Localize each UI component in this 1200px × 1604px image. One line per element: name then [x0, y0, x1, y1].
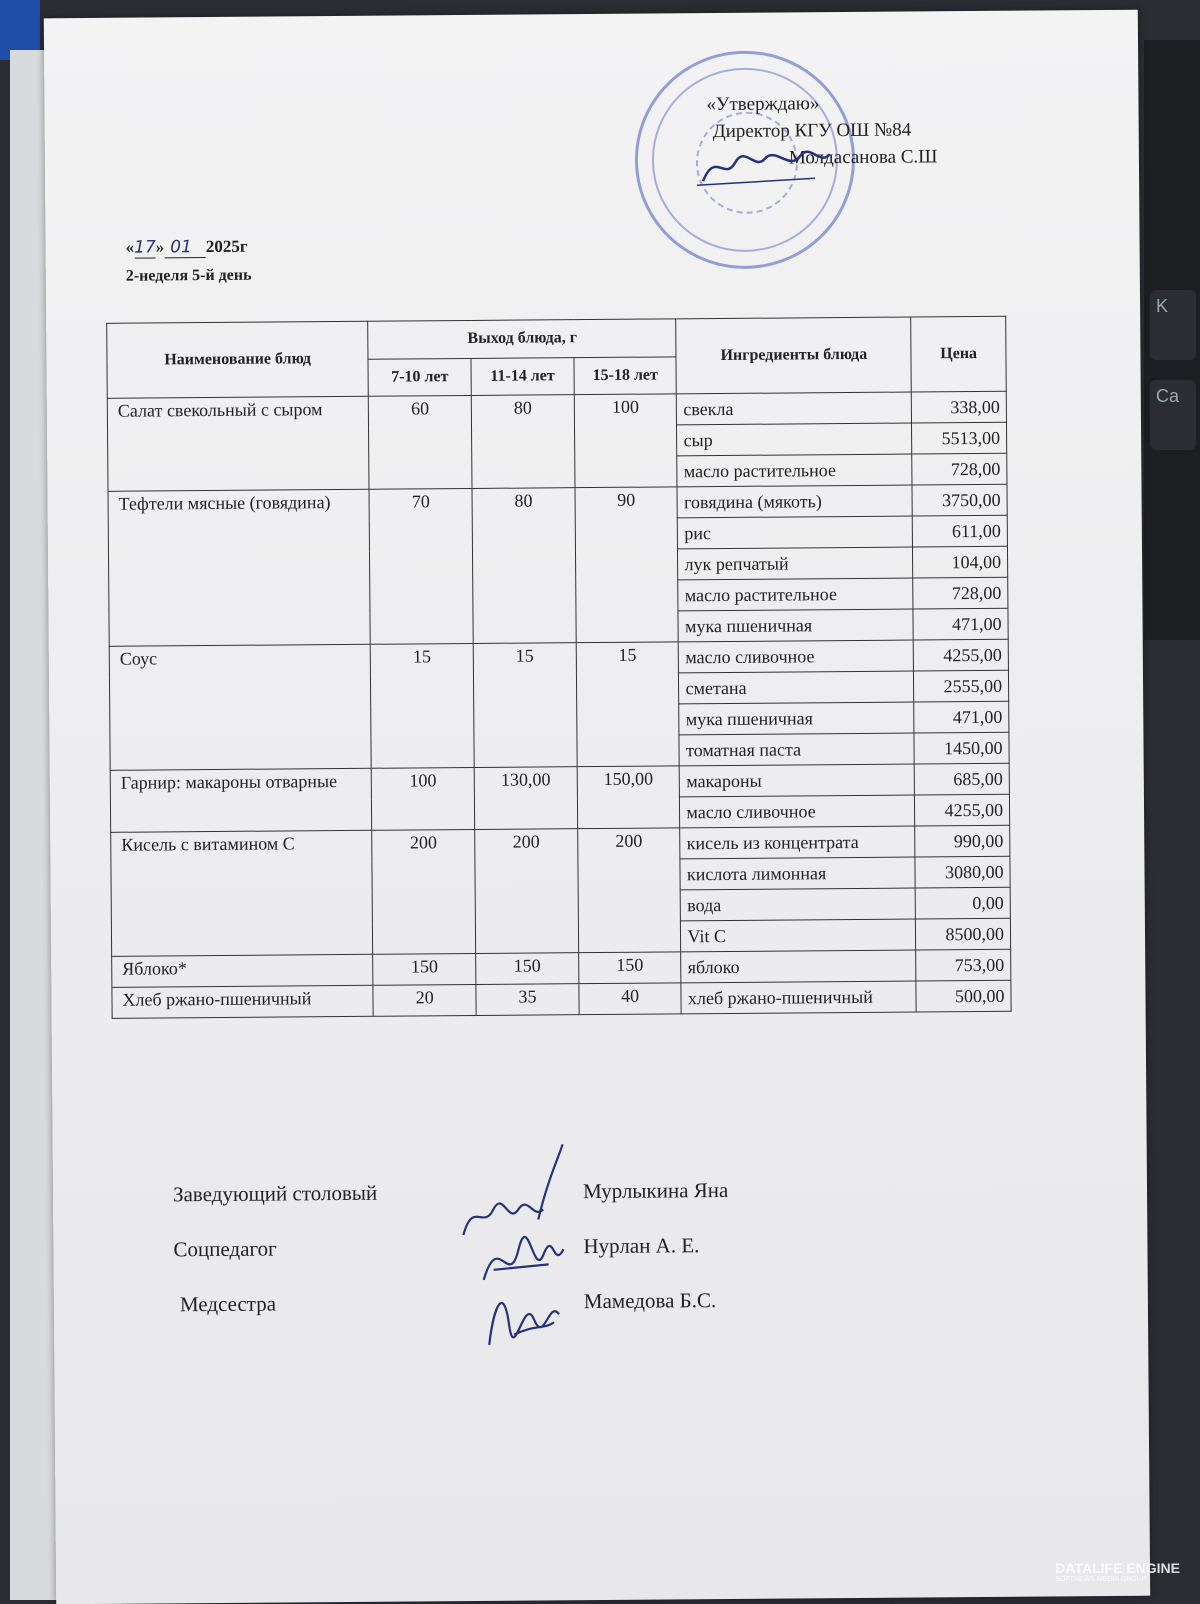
yield-15-18: 40	[579, 983, 682, 1015]
ingredient-price: 611,00	[913, 515, 1008, 547]
yield-7-10: 15	[371, 643, 475, 768]
dish-name: Гарнир: макароны отварные	[110, 768, 372, 832]
ingredient-name: сметана	[679, 671, 914, 704]
yield-11-14: 130,00	[474, 767, 577, 830]
ingredient-price: 728,00	[913, 577, 1008, 609]
yield-7-10: 100	[372, 767, 475, 830]
date-month: 01	[164, 237, 206, 258]
yield-11-14: 15	[473, 643, 577, 768]
ingredient-price: 990,00	[915, 825, 1010, 857]
ingredient-name: рис	[678, 516, 913, 549]
ingredient-name: масло сливочное	[679, 640, 914, 673]
approval-director-name: Молдасанова С.Ш	[788, 146, 938, 169]
yield-15-18: 150,00	[577, 766, 680, 829]
ingredient-name: масло сливочное	[680, 795, 915, 828]
ingredient-price: 5513,00	[912, 422, 1007, 454]
ingredient-price: 338,00	[912, 391, 1007, 423]
yield-7-10: 200	[372, 829, 476, 954]
watermark-title: DATALIFE ENGINE	[1055, 1560, 1180, 1576]
ingredient-price: 500,00	[916, 980, 1011, 1012]
handwritten-signature	[474, 1264, 595, 1355]
ingredient-price: 685,00	[915, 763, 1010, 795]
ingredient-price: 3080,00	[915, 856, 1010, 888]
header-yield: Выход блюда, г	[368, 319, 676, 359]
site-watermark	[1055, 1562, 1180, 1586]
yield-15-18: 150	[578, 952, 681, 984]
ingredient-name: Vit C	[681, 919, 916, 952]
yield-11-14: 80	[472, 488, 576, 644]
signature-name: Нурлан А. Е.	[583, 1233, 700, 1259]
dish-name: Хлеб ржано-пшеничный	[112, 985, 374, 1018]
director-signature	[695, 140, 835, 191]
ingredient-price: 0,00	[916, 887, 1011, 919]
dish-name: Кисель с витамином С	[111, 830, 373, 956]
dish-name: Яблоко*	[112, 954, 374, 987]
ingredient-name: масло растительное	[678, 578, 913, 611]
signature-role: Соцпедагог	[173, 1236, 277, 1262]
dish-name: Тефтели мясные (говядина)	[108, 489, 371, 646]
document-date	[126, 237, 248, 258]
menu-document	[44, 10, 1150, 1604]
yield-11-14: 35	[476, 984, 579, 1016]
header-ingredients: Ингредиенты блюда	[676, 317, 911, 394]
week-day: 2-неделя 5-й день	[125, 266, 252, 285]
date-day: 17	[134, 237, 156, 258]
ingredient-price: 471,00	[913, 608, 1008, 640]
ingredient-name: свекла	[677, 392, 912, 425]
ingredient-price: 471,00	[914, 701, 1009, 733]
ingredient-name: говядина (мякоть)	[677, 485, 912, 518]
keyboard-edge	[1144, 40, 1200, 640]
keyboard-key: K	[1150, 290, 1196, 360]
header-age-7-10: 7-10 лет	[368, 358, 471, 396]
signature-name: Мурлыкина Яна	[582, 1177, 729, 1204]
ingredient-price: 8500,00	[916, 918, 1011, 950]
ingredient-name: масло растительное	[677, 454, 912, 487]
ingredient-name: кислота лимонная	[680, 857, 915, 890]
ingredient-name: яблоко	[681, 950, 916, 983]
yield-11-14: 200	[475, 829, 579, 954]
ingredient-price: 4255,00	[915, 794, 1010, 826]
ingredient-price: 1450,00	[914, 732, 1009, 764]
yield-7-10: 20	[373, 984, 476, 1016]
ingredient-price: 728,00	[912, 453, 1007, 485]
signature-row	[174, 1287, 874, 1347]
header-price: Цена	[911, 316, 1006, 392]
ingredient-price: 2555,00	[914, 670, 1009, 702]
date-close-quote: »	[155, 237, 165, 257]
ingredient-price: 104,00	[913, 546, 1008, 578]
yield-15-18: 15	[576, 642, 680, 767]
ingredient-name: сыр	[677, 423, 912, 456]
dish-name: Салат свекольный с сыром	[107, 396, 369, 491]
table-row	[112, 980, 1011, 1018]
ingredient-name: мука пшеничная	[679, 702, 914, 735]
date-open-quote: «	[125, 237, 135, 257]
ingredient-name: томатная паста	[679, 733, 914, 766]
yield-15-18: 100	[574, 394, 677, 488]
yield-7-10: 70	[369, 488, 473, 644]
yield-7-10: 150	[373, 953, 476, 985]
signature-name: Мамедова Б.С.	[583, 1288, 717, 1314]
ingredient-price: 3750,00	[912, 484, 1007, 516]
ingredient-name: лук репчатый	[678, 547, 913, 580]
header-dish: Наименование блюд	[107, 321, 369, 398]
ingredient-name: кисель из концентрата	[680, 826, 915, 859]
ingredient-price: 753,00	[916, 949, 1011, 981]
ingredient-name: хлеб ржано-пшеничный	[681, 981, 916, 1014]
yield-11-14: 150	[476, 953, 579, 985]
yield-15-18: 200	[577, 828, 681, 953]
approval-title: «Утверждаю»	[706, 93, 820, 116]
dish-name: Соус	[109, 644, 371, 770]
header-age-11-14: 11-14 лет	[471, 357, 574, 395]
signature-role: Заведующий столовый	[172, 1180, 378, 1207]
ingredient-name: мука пшеничная	[678, 609, 913, 642]
yield-7-10: 60	[369, 395, 472, 489]
menu-body	[107, 391, 1011, 1018]
header-age-15-18: 15-18 лет	[574, 356, 677, 394]
keyboard-key: Ca	[1150, 380, 1196, 450]
ingredient-name: вода	[681, 888, 916, 921]
yield-15-18: 90	[575, 487, 679, 643]
signature-role: Медсестра	[179, 1291, 277, 1317]
watermark-subtitle: SOFTNEWS MEDIA GROUP	[1055, 1576, 1147, 1583]
menu-table	[106, 316, 1011, 1019]
date-year: 2025г	[205, 236, 248, 257]
ingredient-name: макароны	[680, 764, 915, 797]
signatures-block	[173, 1177, 874, 1347]
approval-position: Директор КГУ ОШ №84	[712, 119, 912, 143]
ingredient-price: 4255,00	[914, 639, 1009, 671]
yield-11-14: 80	[471, 395, 574, 489]
